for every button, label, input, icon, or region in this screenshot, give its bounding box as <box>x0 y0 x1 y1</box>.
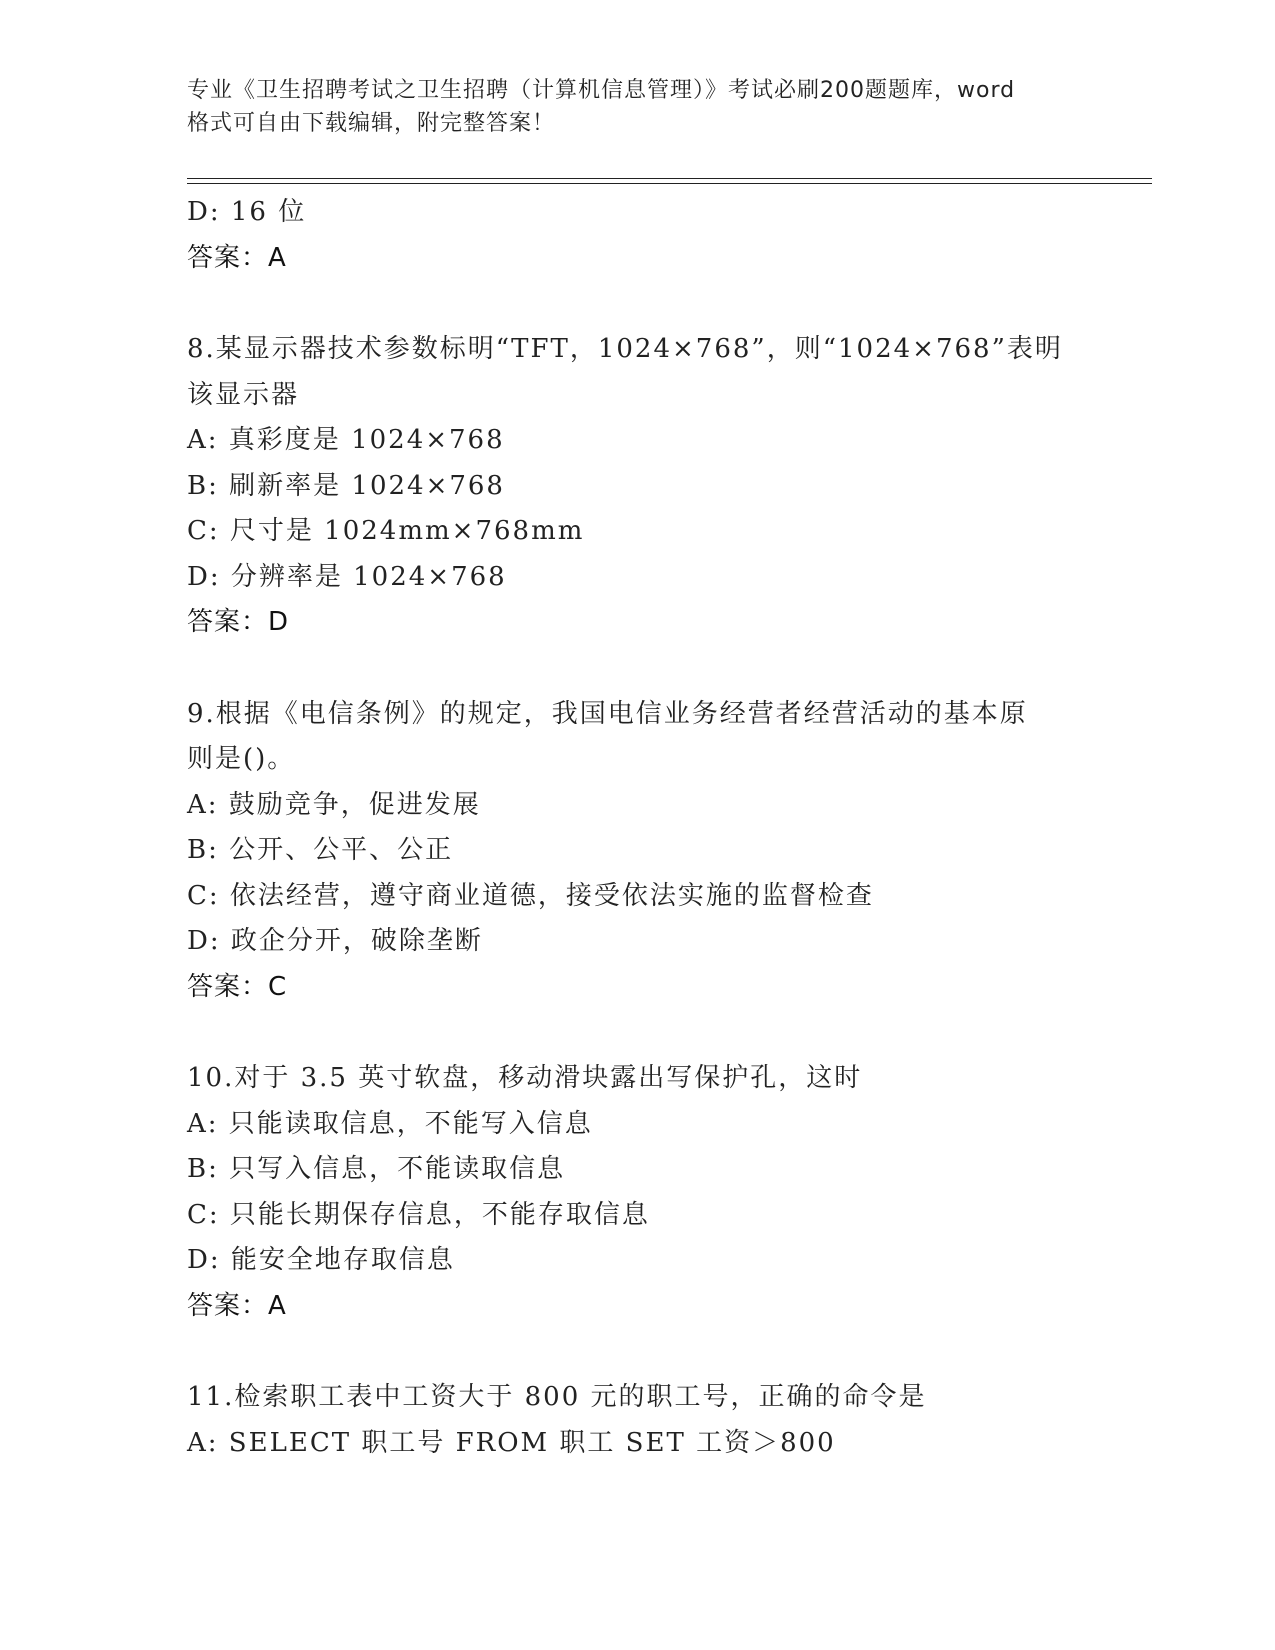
option-d: D: 分辨率是 1024×768 <box>187 561 507 592</box>
option-d: D: 政企分开，破除垄断 <box>187 926 483 956</box>
option-a: A: SELECT 职工号 FROM 职工 SET 工资＞800 <box>187 1427 836 1458</box>
header-divider-top <box>187 178 1152 179</box>
option-c: C: 只能长期保存信息，不能存取信息 <box>187 1199 650 1230</box>
question-stem: 9.根据《电信条例》的规定，我国电信业务经营者经营活动的基本原 <box>187 698 1028 729</box>
question-stem: 8.某显示器技术参数标明“TFT，1024×768”，则“1024×768”表明 <box>187 334 1063 364</box>
option-a: A: 真彩度是 1024×768 <box>187 425 505 455</box>
option-d: D: 能安全地存取信息 <box>187 1245 455 1275</box>
answer: 答案：A <box>187 242 287 273</box>
option-a: A: 鼓励竞争，促进发展 <box>187 789 481 820</box>
question-stem: 11.检索职工表中工资大于 800 元的职工号，正确的命令是 <box>187 1382 927 1412</box>
option-b: B: 只写入信息，不能读取信息 <box>187 1154 566 1184</box>
header-divider-bottom <box>187 183 1152 184</box>
option-c: C: 依法经营，遵守商业道德，接受依法实施的监督检查 <box>187 880 874 911</box>
question-8 <box>187 327 1087 646</box>
document-header <box>187 74 1087 140</box>
option-d: D: 16 位 <box>187 197 307 227</box>
option-a: A: 只能读取信息，不能写入信息 <box>187 1108 593 1139</box>
header-line-2: 格式可自由下载编辑，附完整答案！ <box>187 111 556 136</box>
question-9 <box>187 692 1087 1011</box>
question-stem-continued: 则是()。 <box>187 744 296 774</box>
question-11 <box>187 1375 1087 1466</box>
option-b: B: 公开、公平、公正 <box>187 835 454 865</box>
answer: 答案：C <box>187 971 288 1002</box>
question-list <box>187 190 1087 1466</box>
question-stem: 10.对于 3.5 英寸软盘，移动滑块露出写保护孔，这时 <box>187 1063 863 1093</box>
header-line-1: 专业《卫生招聘考试之卫生招聘（计算机信息管理）》考试必刷200题题库，word <box>187 78 1016 103</box>
option-c: C: 尺寸是 1024mm×768mm <box>187 516 585 546</box>
question-10 <box>187 1056 1087 1329</box>
question-stem-continued: 该显示器 <box>187 379 300 410</box>
answer: 答案：A <box>187 1290 287 1321</box>
answer: 答案：D <box>187 607 290 637</box>
option-b: B: 刷新率是 1024×768 <box>187 470 505 501</box>
